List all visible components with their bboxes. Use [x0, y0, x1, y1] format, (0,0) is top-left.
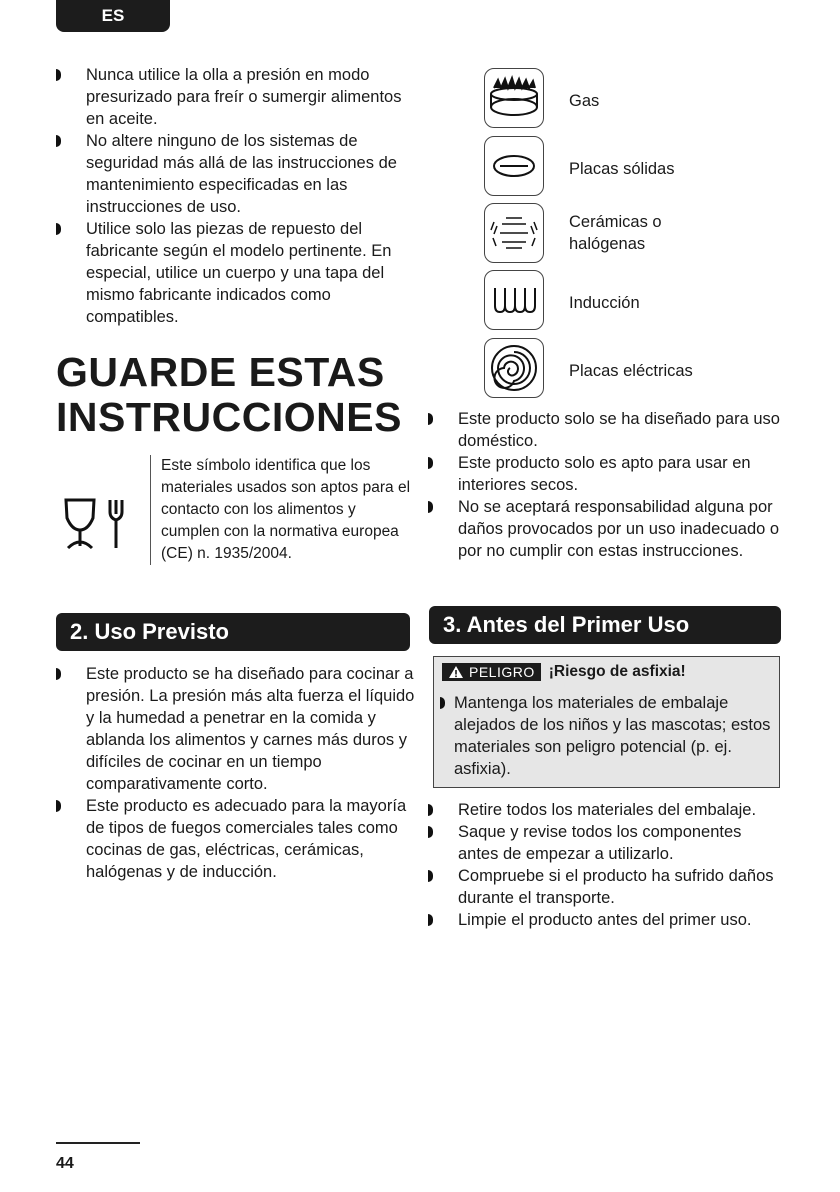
list-item: Este producto solo es apto para usar en interiores secos. — [428, 452, 780, 496]
ceramic-halogen-icon — [484, 203, 544, 263]
hob-label: Placas eléctricas — [569, 362, 693, 380]
solid-plate-icon — [484, 136, 544, 196]
intended-use-list — [56, 663, 416, 883]
list-item: Nunca utilice la olla a presión en modo presurizado para freír o sumergir alimentos en aceite. — [56, 64, 406, 130]
hob-row-induction — [484, 270, 784, 332]
hob-row-ceramic — [484, 203, 784, 265]
page-number-rule — [56, 1142, 140, 1144]
list-item: No altere ninguno de los sistemas de seguridad más allá de las instrucciones de mantenimiento especificadas en las instrucciones de uso. — [56, 130, 406, 218]
warning-title: ¡Riesgo de asfixia! — [548, 663, 686, 680]
hob-label: Placas sólidas — [569, 160, 675, 178]
list-item: Este producto es adecuado para la mayoría de tipos de fuegos comerciales tales como cocinas de gas, eléctricas, cerámicas, halógenas y de inducción. — [56, 795, 416, 883]
warning-header — [442, 663, 686, 681]
bullet-marker — [56, 223, 61, 235]
induction-icon — [484, 270, 544, 330]
before-first-use-list — [428, 799, 780, 931]
danger-warning-box — [433, 656, 780, 788]
section-heading-before-first-use: 3. Antes del Primer Uso — [429, 606, 781, 644]
page-number: 44 — [56, 1155, 74, 1172]
list-item: Mantenga los materiales de embalaje alejados de los niños y las mascotas; estos materiales son peligro potencial (p. ej. asfixia). — [440, 692, 773, 780]
electric-plate-icon — [484, 338, 544, 398]
hob-label: Gas — [569, 92, 600, 110]
danger-badge: PELIGRO — [442, 663, 541, 681]
warning-triangle-icon — [448, 665, 464, 679]
warning-list — [440, 692, 773, 780]
food-contact-icon — [64, 496, 136, 552]
bullet-marker — [56, 69, 61, 81]
bullet-marker — [56, 135, 61, 147]
bullet-marker — [440, 697, 445, 709]
food-symbol-description: Este símbolo identifica que los materiales usados son aptos para el contacto con los alimentos y cumplen con la normativa europea (CE) n. 1935/2004. — [150, 455, 411, 565]
list-item: Compruebe si el producto ha sufrido daños durante el transporte. — [428, 865, 780, 909]
bullet-marker — [56, 668, 61, 680]
bullet-marker — [428, 501, 433, 513]
section-heading-intended-use: 2. Uso Previsto — [56, 613, 410, 651]
hob-row-gas — [484, 68, 784, 130]
safety-list — [56, 64, 406, 328]
bullet-marker — [428, 413, 433, 425]
usage-list — [428, 408, 780, 562]
hob-row-electric — [484, 338, 784, 400]
language-tab: ES — [56, 0, 170, 32]
list-item: Limpie el producto antes del primer uso. — [428, 909, 780, 931]
hob-label: Inducción — [569, 294, 640, 312]
title-line-1: GUARDE ESTAS — [56, 349, 385, 395]
list-item: Utilice solo las piezas de repuesto del fabricante según el modelo pertinente. En especial, utilice un cuerpo y una tapa del mismo fabricante indicados como compatibles. — [56, 218, 406, 328]
bullet-marker — [428, 804, 433, 816]
bullet-marker — [428, 826, 433, 838]
list-item: No se aceptará responsabilidad alguna por daños provocados por un uso inadecuado o por no cumplir con estas instrucciones. — [428, 496, 780, 562]
title-line-2: INSTRUCCIONES — [56, 394, 402, 440]
save-instructions-title — [56, 350, 426, 440]
bullet-marker — [428, 870, 433, 882]
hob-label: Cerámicas o halógenas — [569, 213, 662, 253]
bullet-marker — [428, 914, 433, 926]
bullet-marker — [428, 457, 433, 469]
list-item: Retire todos los materiales del embalaje. — [428, 799, 780, 821]
list-item: Este producto solo se ha diseñado para uso doméstico. — [428, 408, 780, 452]
gas-burner-icon — [484, 68, 544, 128]
bullet-marker — [56, 800, 61, 812]
list-item: Este producto se ha diseñado para cocinar a presión. La presión más alta fuerza el líquido y la humedad a penetrar en la comida y ablanda los alimentos y carnes más duros y difíciles de cocinar en un tiempo comparativamente corto. — [56, 663, 416, 795]
hob-row-solid-plates — [484, 136, 784, 198]
list-item: Saque y revise todos los componentes antes de empezar a utilizarlo. — [428, 821, 780, 865]
